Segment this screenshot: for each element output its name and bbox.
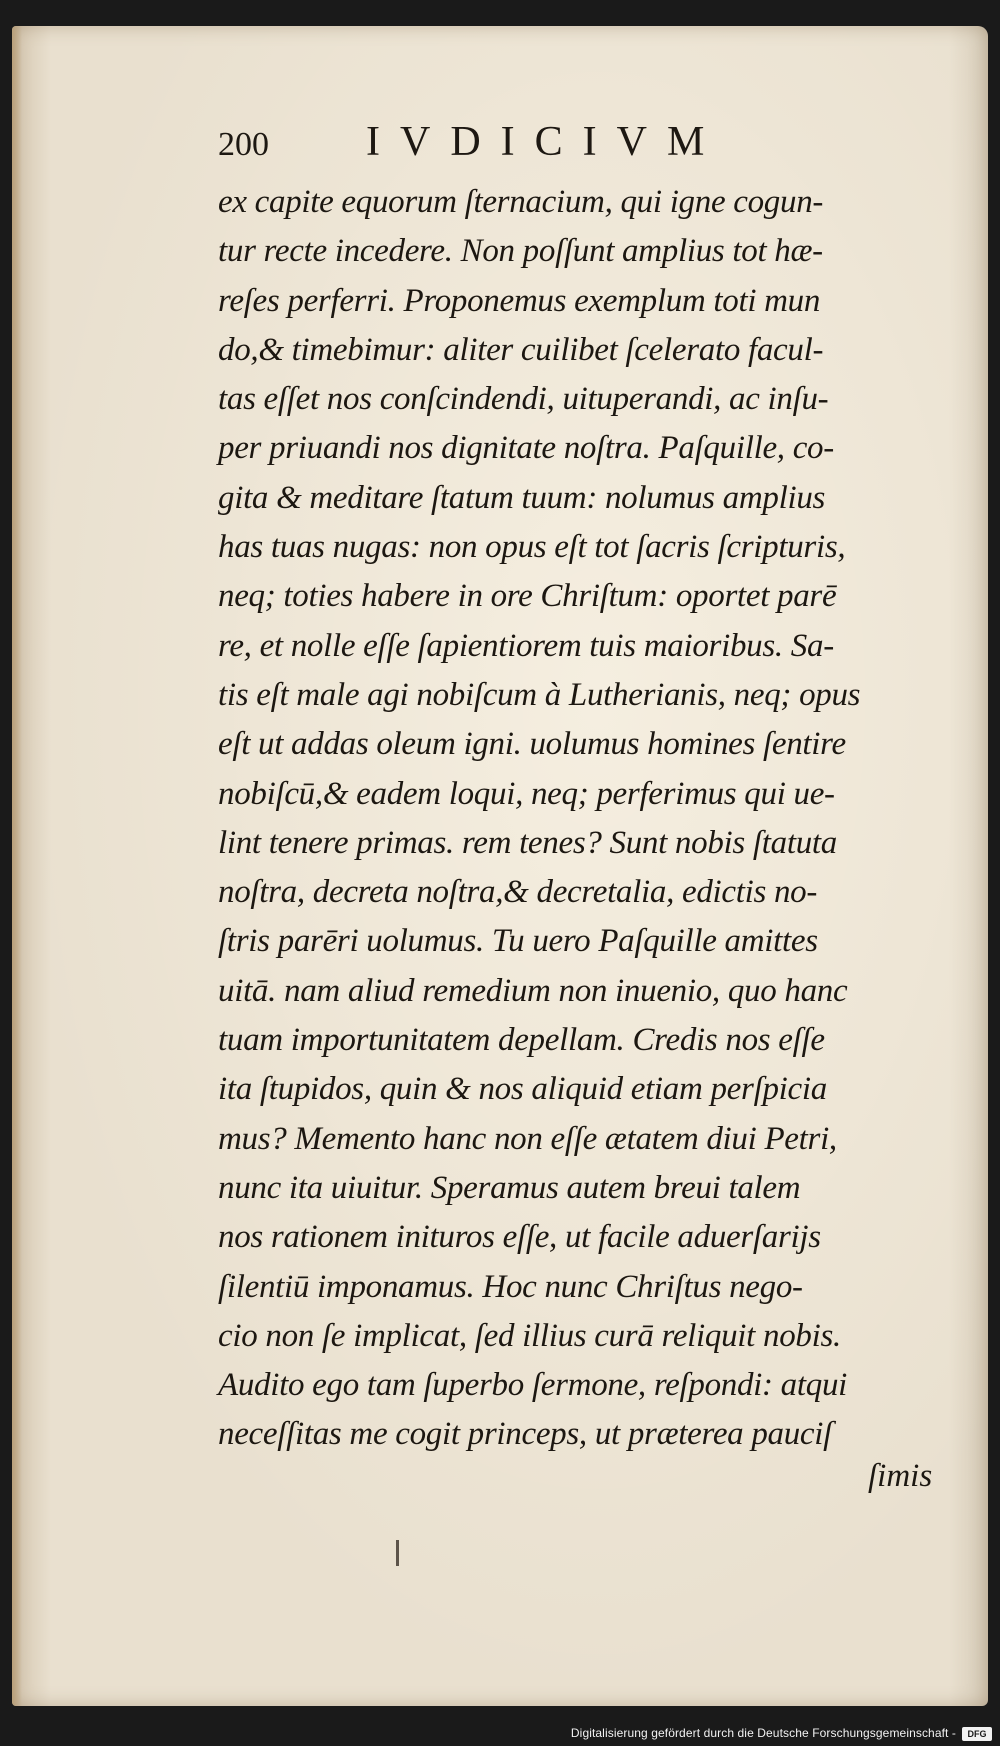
text-line: nunc ita uiuitur. Speramus autem breui talem — [218, 1169, 801, 1206]
text-line: reſes perferri. Proponemus exemplum toti mun — [218, 282, 821, 319]
page-header — [218, 118, 778, 170]
text-line: nobiſcū,& eadem loqui, neq; perferimus qui ue- — [218, 775, 835, 812]
text-line: mus? Memento hanc non eſſe ætatem diui Petri, — [218, 1120, 837, 1157]
text-line: ſilentiū imponamus. Hoc nunc Chriſtus nego- — [218, 1268, 803, 1305]
text-line: do,& timebimur: aliter cuilibet ſcelerato facul- — [218, 331, 824, 368]
page-number: 200 — [218, 126, 269, 163]
text-line: re, et nolle eſſe ſapientiorem tuis maioribus. Sa- — [218, 627, 834, 664]
ink-mark — [396, 1540, 399, 1566]
page-edge-shadow — [12, 26, 22, 1706]
text-line: neq; toties habere in ore Chriſtum: oportet parē — [218, 578, 837, 615]
text-line: lint tenere primas. rem tenes? Sunt nobis ſtatuta — [218, 824, 837, 861]
text-line: ita ſtupidos, quin & nos aliquid etiam perſpicia — [218, 1071, 827, 1108]
text-line: has tuas nugas: non opus eſt tot ſacris ſcripturis, — [218, 529, 846, 566]
text-line: ex capite equorum ſternacium, qui igne cogun- — [218, 184, 824, 220]
text-line: Audito ego tam ſuperbo ſermone, reſpondi: atqui — [218, 1367, 848, 1404]
text-line: tuam importunitatem depellam. Credis nos eſſe — [218, 1022, 825, 1059]
text-line: tis eſt male agi nobiſcum à Lutherianis, neq; opus — [218, 676, 861, 713]
running-head: IVDICIVM — [366, 119, 725, 165]
text-line: nos rationem inituros eſſe, ut facile aduerſarijs — [218, 1219, 821, 1256]
text-line: eſt ut addas oleum igni. uolumus homines ſentire — [218, 726, 846, 763]
digitization-credit: Digitalisierung gefördert durch die Deutsche Forschungsgemeinschaft - — [570, 1726, 956, 1740]
text-line: uitā. nam aliud remedium non inuenio, quo hanc — [218, 972, 848, 1009]
text-line: per priuandi nos dignitate noſtra. Paſquille, co- — [218, 430, 834, 467]
dfg-logo: DFG — [962, 1727, 992, 1741]
text-line: tas eſſet nos conſcindendi, uituperandi, ac inſu- — [218, 381, 829, 418]
text-line: gita & meditare ſtatum tuum: nolumus amplius — [218, 479, 826, 516]
body-text — [218, 178, 938, 1460]
text-line: neceſſitas me cogit princeps, ut præterea pauciſ — [218, 1416, 833, 1453]
catchword: ſimis — [868, 1458, 933, 1494]
text-line: cio non ſe implicat, ſed illius curā reliquit nobis. — [218, 1317, 841, 1354]
text-line: noſtra, decreta noſtra,& decretalia, edictis no- — [218, 874, 818, 911]
text-line: ſtris parēri uolumus. Tu uero Paſquille amittes — [218, 923, 818, 960]
text-line: tur recte incedere. Non poſſunt amplius tot hæ- — [218, 233, 823, 270]
